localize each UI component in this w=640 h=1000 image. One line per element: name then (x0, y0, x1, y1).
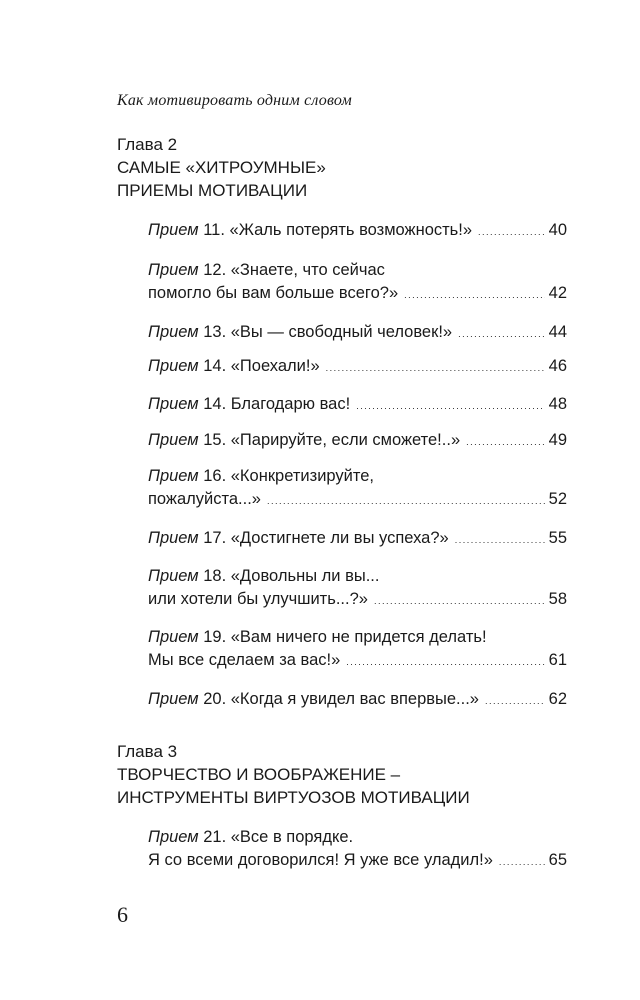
entry-number: 11. (203, 221, 225, 239)
chapter-label: Глава 3 (117, 742, 178, 761)
entry-number: 20. (203, 690, 227, 708)
entry-page-number: 62 (548, 690, 567, 708)
dot-leader (458, 321, 545, 346)
dot-leader (455, 527, 545, 552)
running-head: Как мотивировать одним словом (117, 92, 352, 109)
entry-title-line1: «Все в порядке. (230, 828, 354, 846)
toc-entry[interactable] (148, 465, 567, 513)
toc-entry[interactable] (148, 688, 567, 713)
entry-title-line1: «Вам ничего не придется делать! (230, 628, 487, 646)
chapter-3-heading (117, 740, 470, 809)
entry-number: 18. (203, 567, 227, 585)
toc-entry[interactable] (148, 826, 567, 874)
entry-keyword: Прием (148, 828, 199, 846)
dot-leader (499, 849, 545, 874)
chapter-label: Глава 2 (117, 135, 178, 154)
entry-number: 19. (203, 628, 227, 646)
entry-title: «Достигнете ли вы успеха?» (230, 529, 449, 547)
entry-page-number: 52 (548, 490, 567, 508)
entry-title: помогло бы вам больше всего?» (148, 284, 399, 302)
dot-leader (404, 282, 545, 307)
entry-number: 16. (203, 467, 227, 485)
entry-title-line1: «Знаете, что сейчас (230, 261, 385, 279)
entry-page-number: 61 (548, 651, 567, 669)
entry-page-number: 55 (548, 529, 567, 547)
chapter-title-line: САМЫЕ «ХИТРОУМНЫЕ» (117, 158, 326, 177)
entry-keyword: Прием (148, 467, 199, 485)
dot-leader (356, 393, 544, 418)
entry-number: 21. (203, 828, 227, 846)
entry-number: 14. (203, 395, 227, 413)
entry-keyword: Прием (148, 261, 199, 279)
toc-entry[interactable] (148, 219, 567, 244)
chapter-2-heading (117, 133, 326, 202)
entry-keyword: Прием (148, 628, 199, 646)
chapter-title-line: ПРИЕМЫ МОТИВАЦИИ (117, 181, 308, 200)
entry-number: 14. (203, 357, 227, 375)
toc-entry[interactable] (148, 393, 567, 418)
toc-entry[interactable] (148, 565, 567, 613)
entry-page-number: 42 (548, 284, 567, 302)
entry-title: «Парируйте, если сможете!..» (230, 431, 461, 449)
toc-entry[interactable] (148, 355, 567, 380)
entry-page-number: 58 (548, 590, 567, 608)
entry-page-number: 44 (548, 323, 567, 341)
entry-page-number: 46 (548, 357, 567, 375)
dot-leader (326, 355, 545, 380)
entry-keyword: Прием (148, 529, 199, 547)
dot-leader (478, 219, 545, 244)
dot-leader (466, 429, 545, 454)
entry-title: «Когда я увидел вас впервые...» (230, 690, 479, 708)
dot-leader (485, 688, 545, 713)
entry-keyword: Прием (148, 690, 199, 708)
entry-title: или хотели бы улучшить...?» (148, 590, 368, 608)
entry-page-number: 48 (548, 395, 567, 413)
toc-entry[interactable] (148, 321, 567, 346)
entry-title-line1: «Конкретизируйте, (230, 467, 374, 485)
page-number: 6 (117, 902, 128, 927)
toc-entry[interactable] (148, 527, 567, 552)
entry-title: «Вы — свободный человек!» (230, 323, 453, 341)
entry-number: 17. (203, 529, 227, 547)
entry-keyword: Прием (148, 323, 199, 341)
chapter-title-line: ТВОРЧЕСТВО И ВООБРАЖЕНИЕ – (117, 765, 401, 784)
entry-number: 15. (203, 431, 227, 449)
entry-page-number: 40 (548, 221, 567, 239)
entry-keyword: Прием (148, 221, 199, 239)
entry-number: 13. (203, 323, 227, 341)
dot-leader (346, 649, 544, 674)
entry-title: «Жаль потерять возможность!» (229, 221, 473, 239)
entry-page-number: 49 (548, 431, 567, 449)
entry-title: пожалуйста...» (148, 490, 261, 508)
entry-page-number: 65 (548, 851, 567, 869)
chapter-title-line: ИНСТРУМЕНТЫ ВИРТУОЗОВ МОТИВАЦИИ (117, 788, 470, 807)
entry-keyword: Прием (148, 567, 199, 585)
toc-entry[interactable] (148, 429, 567, 454)
entry-keyword: Прием (148, 431, 199, 449)
entry-title: Я со всеми договорился! Я уже все уладил!» (148, 851, 493, 869)
dot-leader (267, 488, 545, 513)
entry-title: Благодарю вас! (230, 395, 351, 413)
entry-title-line1: «Довольны ли вы... (230, 567, 380, 585)
dot-leader (374, 588, 545, 613)
entry-keyword: Прием (148, 395, 199, 413)
toc-entry[interactable] (148, 626, 567, 674)
toc-entry[interactable] (148, 259, 567, 307)
entry-number: 12. (203, 261, 227, 279)
entry-keyword: Прием (148, 357, 199, 375)
entry-title: «Поехали!» (230, 357, 320, 375)
entry-title: Мы все сделаем за вас!» (148, 651, 341, 669)
